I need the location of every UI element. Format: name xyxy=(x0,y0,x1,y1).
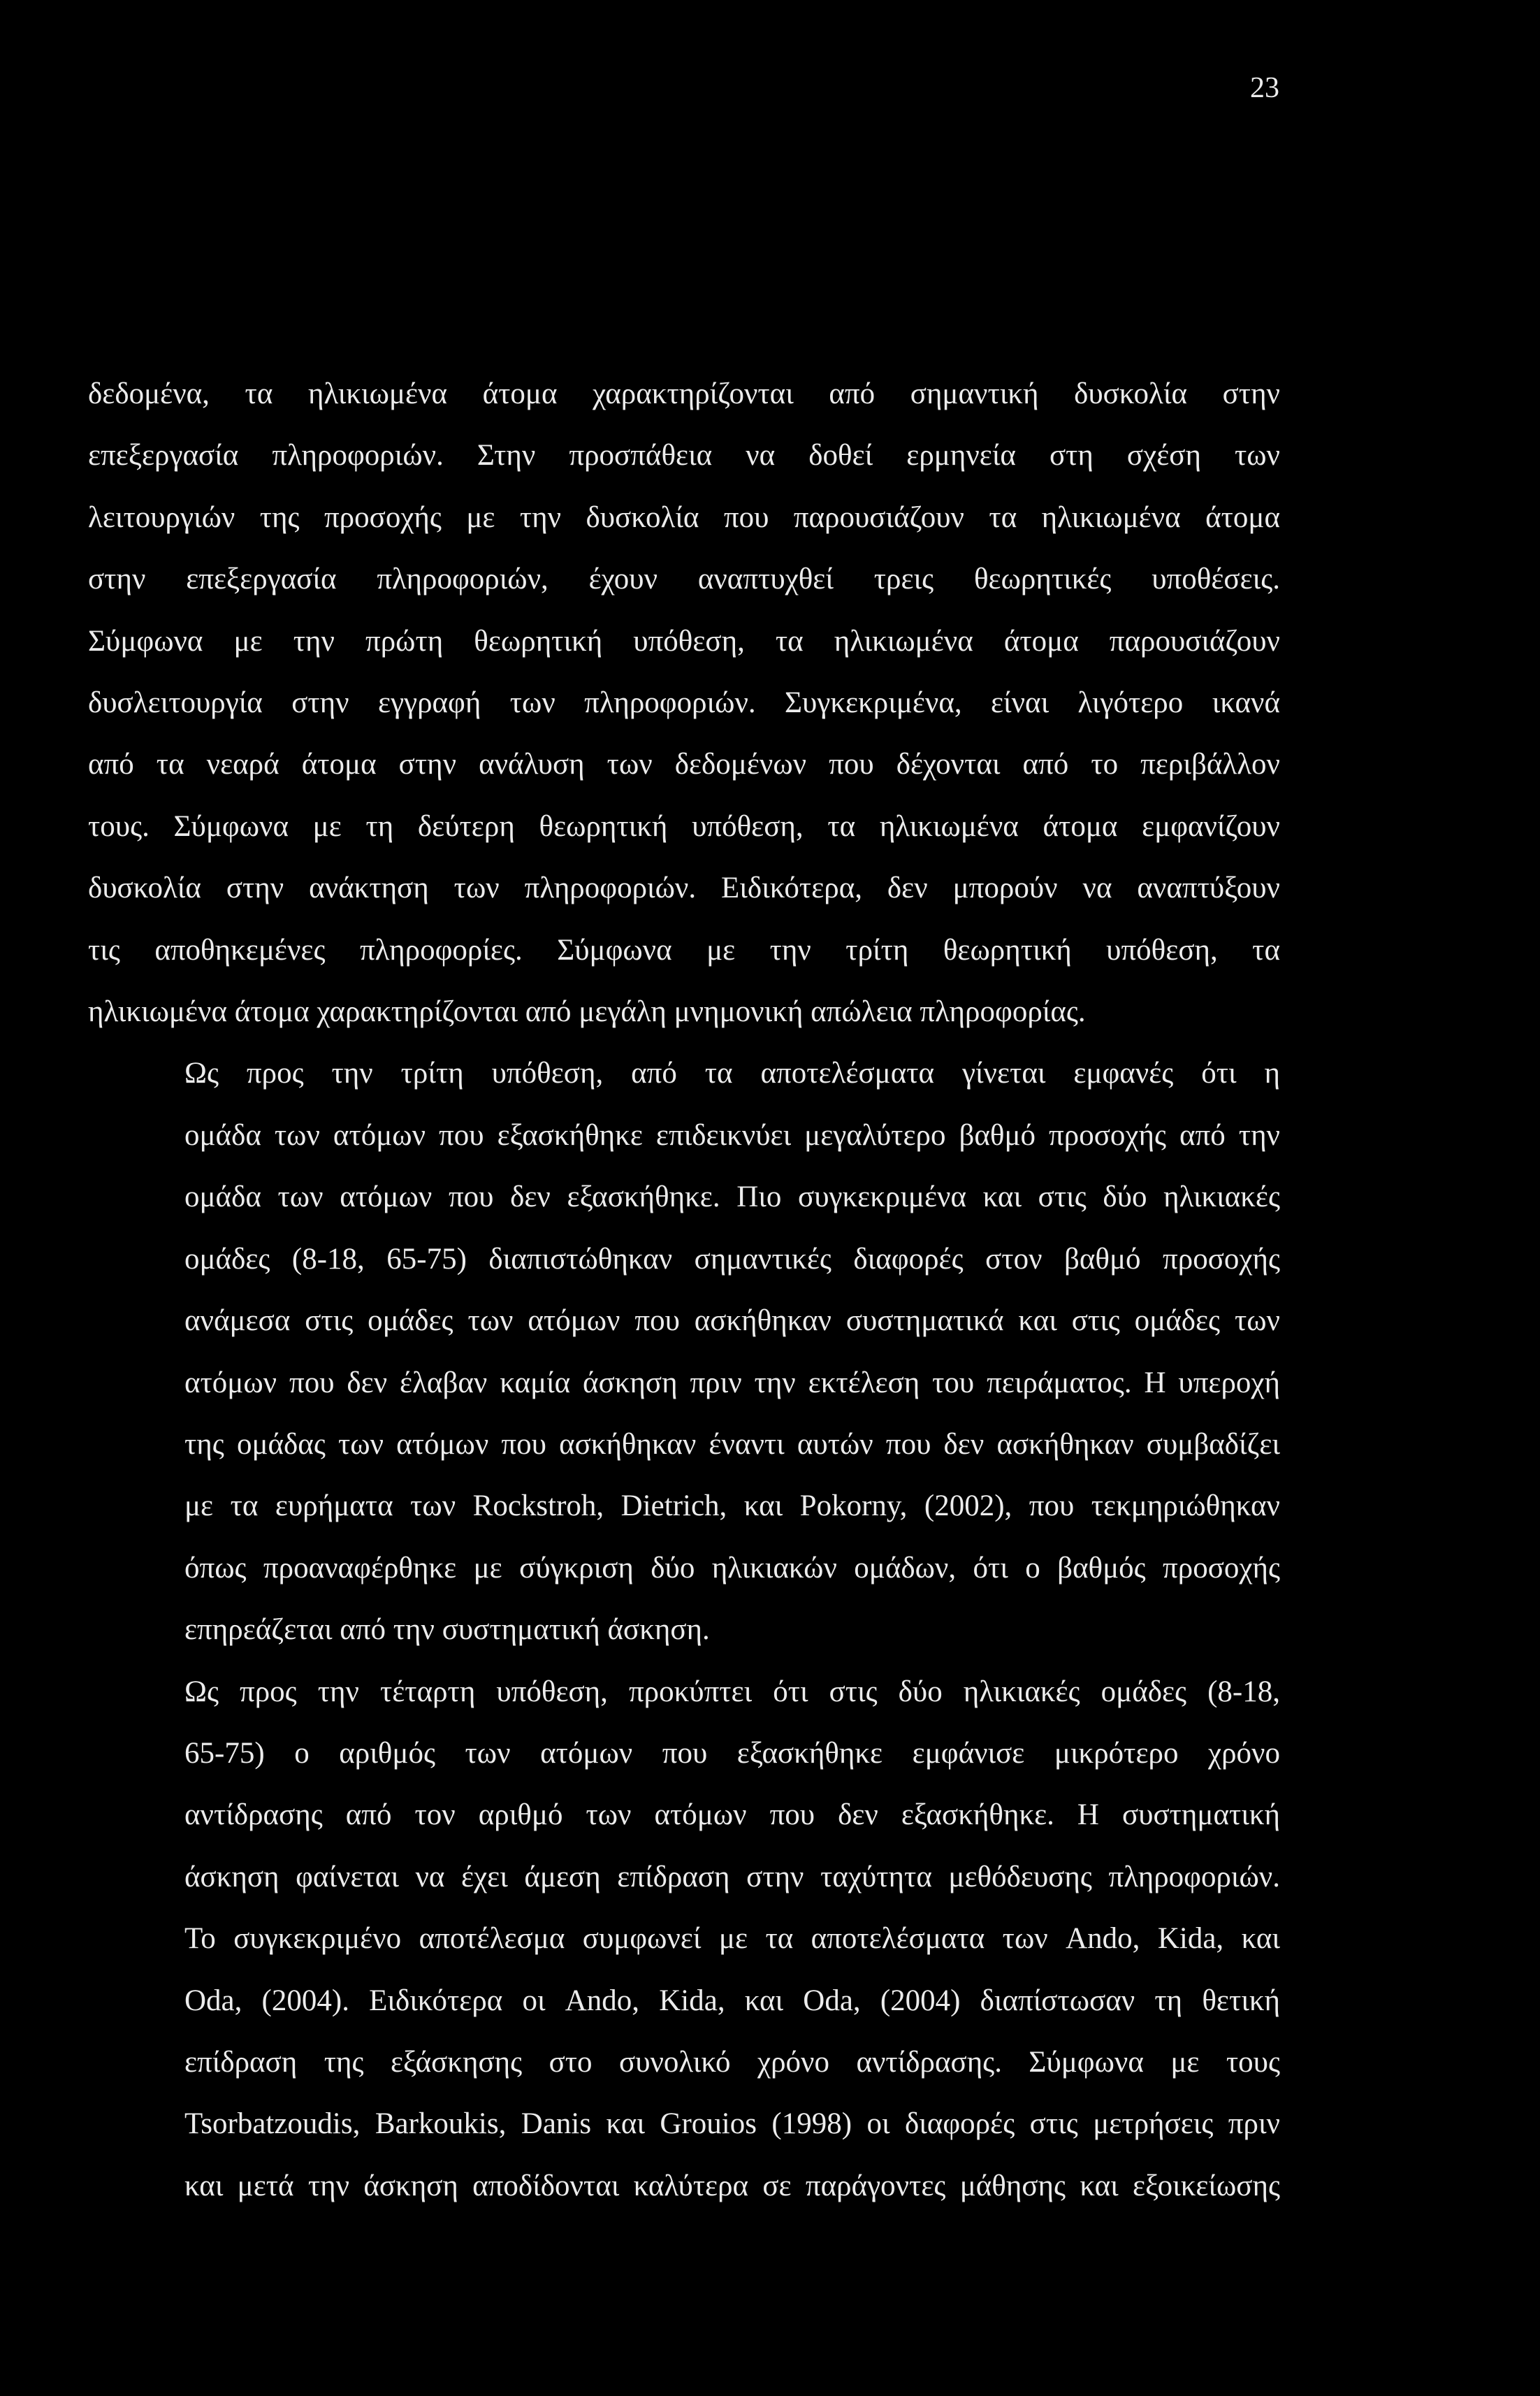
text-line: και μετά την άσκηση αποδίδονται καλύτερα σε παράγοντες μάθησης και εξοικείωσης xyxy=(184,2169,1280,2202)
text-line: Ως προς την τρίτη υπόθεση, από τα αποτελέσματα γίνεται εμφανές ότι η xyxy=(184,1057,1280,1090)
text-line: λειτουργιών της προσοχής με την δυσκολία που παρουσιάζουν τα ηλικιωμένα άτομα xyxy=(88,500,1280,534)
text-line: ανάμεσα στις ομάδες των ατόμων που ασκήθηκαν συστηματικά και στις ομάδες των xyxy=(184,1304,1280,1338)
text-line: ατόμων που δεν έλαβαν καμία άσκηση πριν την εκτέλεση του πειράματος. Η υπεροχή xyxy=(184,1366,1280,1399)
text-line: Tsorbatzoudis, Barkoukis, Danis και Grouios (1998) οι διαφορές στις μετρήσεις πριν xyxy=(184,2107,1280,2141)
text-line: επηρεάζεται από την συστηματική άσκηση. xyxy=(184,1613,710,1647)
paragraph-1 xyxy=(88,363,1280,1043)
text-line: ομάδα των ατόμων που δεν εξασκήθηκε. Πιο συγκεκριμένα και στις δύο ηλικιακές xyxy=(184,1181,1280,1214)
text-line: όπως προαναφέρθηκε με σύγκριση δύο ηλικιακών ομάδων, ότι ο βαθμός προσοχής xyxy=(184,1551,1280,1585)
text-line: Ως προς την τέταρτη υπόθεση, προκύπτει ότι στις δύο ηλικιακές ομάδες (8-18, xyxy=(184,1675,1280,1708)
text-line: δυσκολία στην ανάκτηση των πληροφοριών. Ειδικότερα, δεν μπορούν να αναπτύξουν xyxy=(88,872,1280,905)
text-line: τις αποθηκεμένες πληροφορίες. Σύμφωνα με την τρίτη θεωρητική υπόθεση, τα xyxy=(88,933,1280,967)
text-line: άσκηση φαίνεται να έχει άμεση επίδραση στην ταχύτητα μεθόδευσης πληροφοριών. xyxy=(184,1860,1280,1893)
text-line: Το συγκεκριμένο αποτέλεσμα συμφωνεί με τα αποτελέσματα των Ando, Kida, και xyxy=(184,1922,1280,1956)
text-line: δεδομένα, τα ηλικιωμένα άτομα χαρακτηρίζονται από σημαντική δυσκολία στην xyxy=(88,377,1280,410)
text-line: Σύμφωνα με την πρώτη θεωρητική υπόθεση, τα ηλικιωμένα άτομα παρουσιάζουν xyxy=(88,624,1280,658)
text-line: ομάδα των ατόμων που εξασκήθηκε επιδεικνύει μεγαλύτερο βαθμό προσοχής από την xyxy=(184,1118,1280,1152)
page-number: 23 xyxy=(1250,72,1279,104)
text-line: από τα νεαρά άτομα στην ανάλυση των δεδομένων που δέχονται από το περιβάλλον xyxy=(88,748,1280,781)
paragraph-3 xyxy=(88,1661,1280,2218)
text-line: της ομάδας των ατόμων που ασκήθηκαν έναντι αυτών που δεν ασκήθηκαν συμβαδίζει xyxy=(184,1427,1280,1461)
text-line: επεξεργασία πληροφοριών. Στην προσπάθεια να δοθεί ερμηνεία στη σχέση των xyxy=(88,439,1280,472)
text-line: δυσλειτουργία στην εγγραφή των πληροφοριών. Συγκεκριμένα, είναι λιγότερο ικανά xyxy=(88,686,1280,720)
text-line: αντίδρασης από τον αριθμό των ατόμων που δεν εξασκήθηκε. Η συστηματική xyxy=(184,1798,1280,1832)
text-line: στην επεξεργασία πληροφοριών, έχουν αναπτυχθεί τρεις θεωρητικές υποθέσεις. xyxy=(88,563,1280,596)
paragraph-2 xyxy=(88,1043,1280,1661)
text-line: 65-75) ο αριθμός των ατόμων που εξασκήθηκε εμφάνισε μικρότερο χρόνο xyxy=(184,1736,1280,1770)
text-line: Oda, (2004). Ειδικότερα οι Ando, Kida, και Oda, (2004) διαπίστωσαν τη θετική xyxy=(184,1984,1280,2017)
text-line: με τα ευρήματα των Rockstroh, Dietrich, και Pokorny, (2002), που τεκμηριώθηκαν xyxy=(184,1489,1280,1523)
text-line: ομάδες (8-18, 65-75) διαπιστώθηκαν σημαντικές διαφορές στον βαθμό προσοχής xyxy=(184,1242,1280,1276)
body-text xyxy=(88,363,1280,2217)
text-line: ηλικιωμένα άτομα χαρακτηρίζονται από μεγάλη μνημονική απώλεια πληροφορίας. xyxy=(88,995,1086,1029)
text-line: τους. Σύμφωνα με τη δεύτερη θεωρητική υπόθεση, τα ηλικιωμένα άτομα εμφανίζουν xyxy=(88,809,1280,843)
text-line: επίδραση της εξάσκησης στο συνολικό χρόνο αντίδρασης. Σύμφωνα με τους xyxy=(184,2045,1280,2079)
